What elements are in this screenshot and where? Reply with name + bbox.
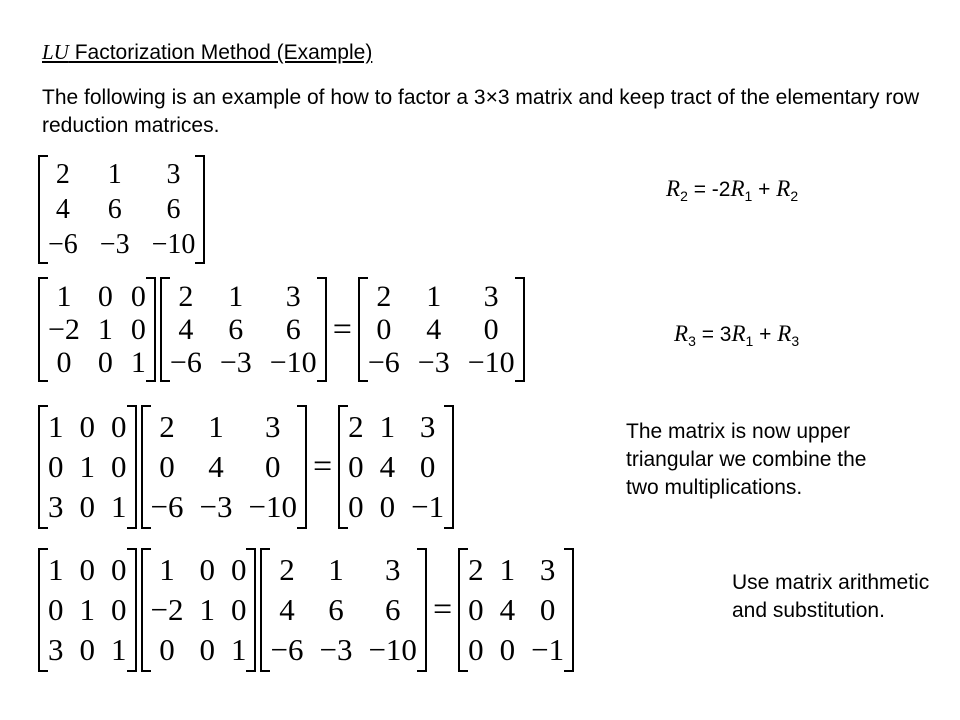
matrix-cell: 0 [111,592,127,627]
step1-row [38,155,205,264]
matrix-cell: 0 [97,345,113,379]
matrix-cell: 2 [348,409,364,444]
matrix-e2 [38,405,137,529]
matrix-cell: 0 [159,632,175,667]
matrix-cell: −3 [219,345,252,379]
matrix-cell: 3 [483,279,499,313]
matrix-cell: −10 [151,228,196,260]
matrix-cell: 3 [285,279,301,313]
title-rest: Factorization Method (Example) [68,41,373,64]
matrix-cell: 0 [97,279,113,313]
matrix-result [358,277,525,382]
op1-sub2: 2 [790,188,799,205]
matrix-cell: 0 [159,449,175,484]
intro-text: The following is an example of how to factor a 3×3 matrix and keep tract of the elementary row reduction matrices. [42,86,920,137]
op1-var2: R [776,176,791,201]
matrix-cell: 0 [79,489,95,524]
op1-text: = -2 [687,178,731,201]
matrix-cell: 0 [264,449,281,484]
row-op-1 [666,176,798,204]
matrix-cell: 0 [348,449,364,484]
matrix-cell: 2 [55,158,70,190]
matrix-cell: 0 [230,552,247,587]
matrix-e1 [38,277,156,382]
matrix-cell: −6 [169,345,202,379]
matrix-cell: −10 [368,632,417,667]
matrix-cell: −3 [199,489,233,524]
matrix-cell: 1 [379,409,396,444]
matrix-cell: −10 [467,345,515,379]
matrix-cell: 0 [199,632,215,667]
matrix-result [338,405,454,529]
matrix-cell: 4 [499,592,516,627]
op1-sub1: 1 [744,188,753,205]
matrix-cell: 3 [419,409,436,444]
matrix-cell: −3 [319,632,353,667]
matrix-cell: 6 [107,193,122,225]
op2-sub: 3 [688,333,696,350]
equals-sign: = [312,448,333,485]
matrix-cell: 6 [328,592,344,627]
matrix-cell: 1 [130,345,146,379]
op2-sub1: 1 [745,333,754,350]
matrix-cell: 1 [199,592,215,627]
matrix-cell: 0 [79,552,95,587]
matrix-cell: 2 [376,279,392,313]
matrix-cell: 1 [230,632,247,667]
op2-text: = 3 [695,323,732,346]
matrix-cell: 2 [159,409,175,444]
matrix-cell: 0 [539,592,556,627]
matrix-a [38,155,205,264]
matrix-cell: 0 [48,592,64,627]
matrix-cell: 0 [499,632,516,667]
matrix-cell: 1 [79,449,95,484]
matrix-cell: −1 [411,489,445,524]
step2-row [38,277,525,382]
matrix-cell: 1 [159,552,175,587]
matrix-cell: 1 [228,279,244,313]
matrix-cell: −2 [150,592,184,627]
matrix-cell: 3 [384,552,401,587]
matrix-cell: 2 [279,552,295,587]
equals-sign: = [432,591,453,628]
op2-sub2: 3 [791,333,800,350]
matrix-cell: 0 [79,409,95,444]
matrix-cell: −3 [417,345,450,379]
matrix-cell: 0 [111,409,127,444]
matrix-cell: 0 [199,552,215,587]
matrix-cell: 1 [97,312,113,346]
matrix-cell: 0 [468,632,484,667]
matrix-cell: 0 [111,552,127,587]
op1-var1: R [730,176,745,201]
matrix-cell: 1 [499,552,516,587]
matrix-cell: −3 [99,228,130,260]
matrix-cell: 2 [178,279,194,313]
matrix-cell: 1 [48,552,64,587]
note-substitution: Use matrix arithmetic and substitution. [732,571,930,622]
note-upper-triangular: The matrix is now upper triangular we combine the two multiplications. [626,420,867,499]
matrix-cell: 0 [379,489,396,524]
matrix-cell: 1 [107,158,122,190]
matrix-cell: −6 [367,345,400,379]
op2-var2: R [777,321,792,346]
op1-plus: + [752,178,777,201]
matrix-cell: 0 [130,312,146,346]
matrix-cell: 0 [376,312,392,346]
matrix-cell: 2 [468,552,484,587]
matrix-cell: −10 [248,489,297,524]
matrix-cell: 6 [166,193,181,225]
matrix-cell: 0 [419,449,436,484]
matrix-cell: 3 [48,489,64,524]
matrix-cell: −10 [269,345,317,379]
matrix-cell: −6 [150,489,184,524]
matrix-e1 [141,548,257,672]
matrix-cell: 3 [166,158,181,190]
matrix-cell: 4 [379,449,396,484]
matrix-cell: 1 [208,409,224,444]
matrix-e2 [38,548,137,672]
matrix-cell: 0 [130,279,146,313]
matrix-a [160,277,327,382]
matrix-cell: 4 [178,312,194,346]
step4-row [38,548,574,672]
matrix-cell: −6 [270,632,304,667]
matrix-cell: 4 [55,193,70,225]
matrix-cell: 1 [111,489,127,524]
matrix-cell: 1 [56,279,72,313]
equals-sign: = [332,310,352,348]
matrix-cell: 1 [426,279,442,313]
matrix-cell: 4 [208,449,224,484]
matrix-cell: 6 [228,312,244,346]
matrix-cell: 0 [56,345,72,379]
matrix-cell: 0 [348,489,364,524]
matrix-cell: 3 [264,409,281,444]
matrix-cell: 1 [328,552,344,587]
matrix-result [458,548,574,672]
matrix-cell: 4 [279,592,295,627]
step3-row [38,405,454,529]
op2-var: R [674,321,689,346]
matrix-cell: −1 [531,632,565,667]
matrix-cell: 0 [79,632,95,667]
row-op-2 [674,321,799,349]
title-lu: LU [42,40,69,64]
matrix-cell: 1 [79,592,95,627]
op2-plus: + [753,323,778,346]
matrix-cell: 0 [48,449,64,484]
matrix-cell: 0 [111,449,127,484]
op2-var1: R [731,321,746,346]
op1-var: R [666,176,681,201]
op1-sub: 2 [680,188,688,205]
matrix-cell: −2 [48,312,80,346]
matrix-a [260,548,426,672]
matrix-cell: 3 [539,552,556,587]
matrix-cell: −6 [48,228,78,260]
matrix-cell: 0 [230,592,247,627]
matrix-cell: 0 [468,592,484,627]
matrix-a [141,405,307,529]
matrix-cell: 6 [285,312,301,346]
matrix-cell: 6 [384,592,401,627]
matrix-cell: 1 [111,632,127,667]
matrix-cell: 4 [426,312,442,346]
matrix-cell: 3 [48,632,64,667]
matrix-cell: 0 [483,312,499,346]
matrix-cell: 1 [48,409,64,444]
page-title [42,40,372,65]
